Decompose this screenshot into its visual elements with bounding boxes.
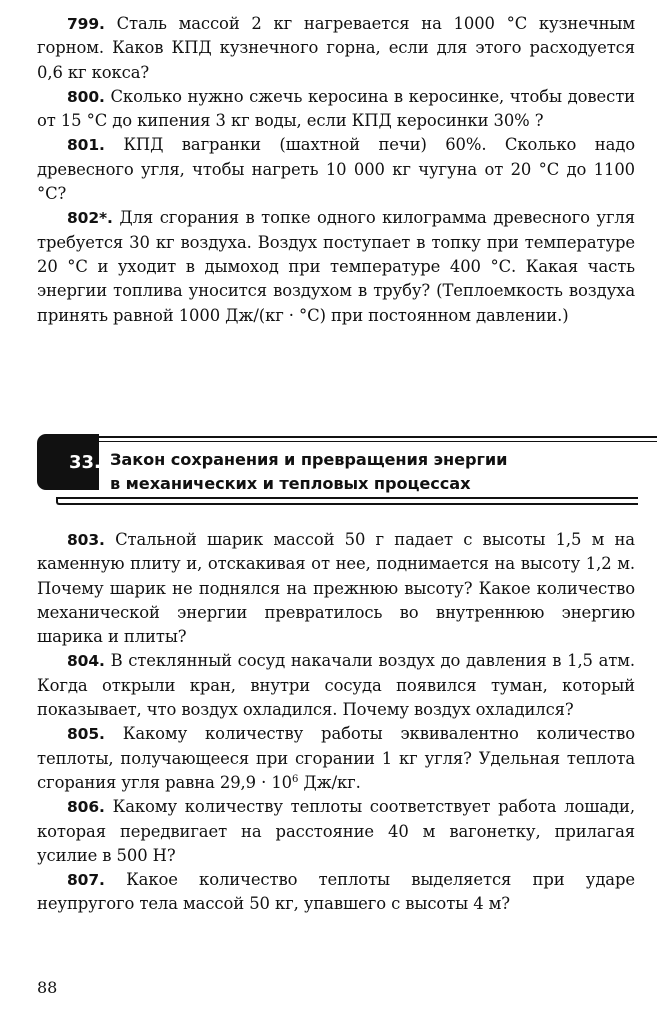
problem-number: 802*. <box>67 209 113 228</box>
problem-number: 807. <box>67 871 105 890</box>
problem-806 <box>37 795 635 868</box>
problems-bottom <box>37 528 635 917</box>
problem-text: Сколько нужно сжечь керосина в керосинке, чтобы довести от 15 °С до кипения 3 кг воды, если КПД керосинки 30% ? <box>37 86 635 131</box>
section-title-line2: в механических и тепловых процессах <box>110 474 471 493</box>
section-title-line1: Закон сохранения и превращения энергии <box>110 450 508 469</box>
problem-802 <box>37 206 635 327</box>
section-badge <box>37 434 99 490</box>
problem-number: 800. <box>67 87 105 106</box>
problem-801 <box>37 133 635 206</box>
section-header <box>37 430 657 510</box>
problem-text: КПД вагранки (шахтной печи) 60%. Сколько надо древесного угля, чтобы нагреть 10 000 кг чугуна от 20 °С до 1100 °С? <box>37 135 635 204</box>
problem-803 <box>37 528 635 649</box>
section-number: 33. <box>69 452 101 473</box>
problems-top <box>37 12 635 328</box>
problem-number: 806. <box>67 798 105 817</box>
problem-799 <box>37 12 635 85</box>
header-rule <box>99 436 657 438</box>
problem-text-end: Дж/кг. <box>298 772 361 792</box>
problem-number: 803. <box>67 531 105 549</box>
problem-805 <box>37 722 635 795</box>
problem-text: Для сгорания в топке одного килограмма древесного угля требуется 30 кг воздуха. Воздух поступает в топку при температуре 20 °С и уходит в дымоход при температуре 400 °С. Какая часть энергии топлива уносится воздухом в трубу? (Теплоемкость воздуха принять равной 1000 Дж/(кг · °С) при постоянном давлении.) <box>37 208 635 325</box>
problem-text: Какое количество теплоты выделяется при ударе неупругого тела массой 50 кг, упавшего с высоты 4 м? <box>37 870 635 914</box>
problem-number: 805. <box>67 725 105 744</box>
problem-text: Сталь массой 2 кг нагревается на 1000 °С кузнечным горном. Каков КПД кузнечного горна, если для этого расходуется 0,6 кг кокса? <box>37 14 635 82</box>
section-title <box>110 448 507 496</box>
header-bracket <box>56 497 638 505</box>
problem-number: 804. <box>67 652 105 671</box>
problem-text: В стеклянный сосуд накачали воздух до давления в 1,5 атм. Когда открыли кран, внутри сосуда появился туман, который показывает, что воздух охладился. Почему воздух охладился? <box>37 651 635 720</box>
problem-804 <box>37 649 635 722</box>
problem-number: 801. <box>67 136 105 155</box>
problem-text: Какому количеству теплоты соответствует работа лошади, которая передвигает на расстояние 40 м вагонетку, прилагая усилие в 500 Н? <box>37 797 635 865</box>
header-rule <box>99 441 657 442</box>
exponent: 6 <box>291 773 299 785</box>
problem-800 <box>37 85 635 134</box>
problem-807 <box>37 868 635 917</box>
problem-text: Стальной шарик массой 50 г падает с высоты 1,5 м на каменную плиту и, отскакивая от нее, поднимается на высоту 1,2 м. Почему шарик не поднялся на прежнюю высоту? Какое количество механической энергии превратилось во внутреннюю энергию шарика и плиты? <box>37 530 635 647</box>
page-number: 88 <box>37 978 58 997</box>
problem-text: Какому количеству работы эквивалентно количество теплоты, получающееся при сгорании 1 кг угля? Удельная теплота сгорания угля равна 29,9 · 10 <box>37 724 635 792</box>
problem-number: 799. <box>67 15 105 33</box>
